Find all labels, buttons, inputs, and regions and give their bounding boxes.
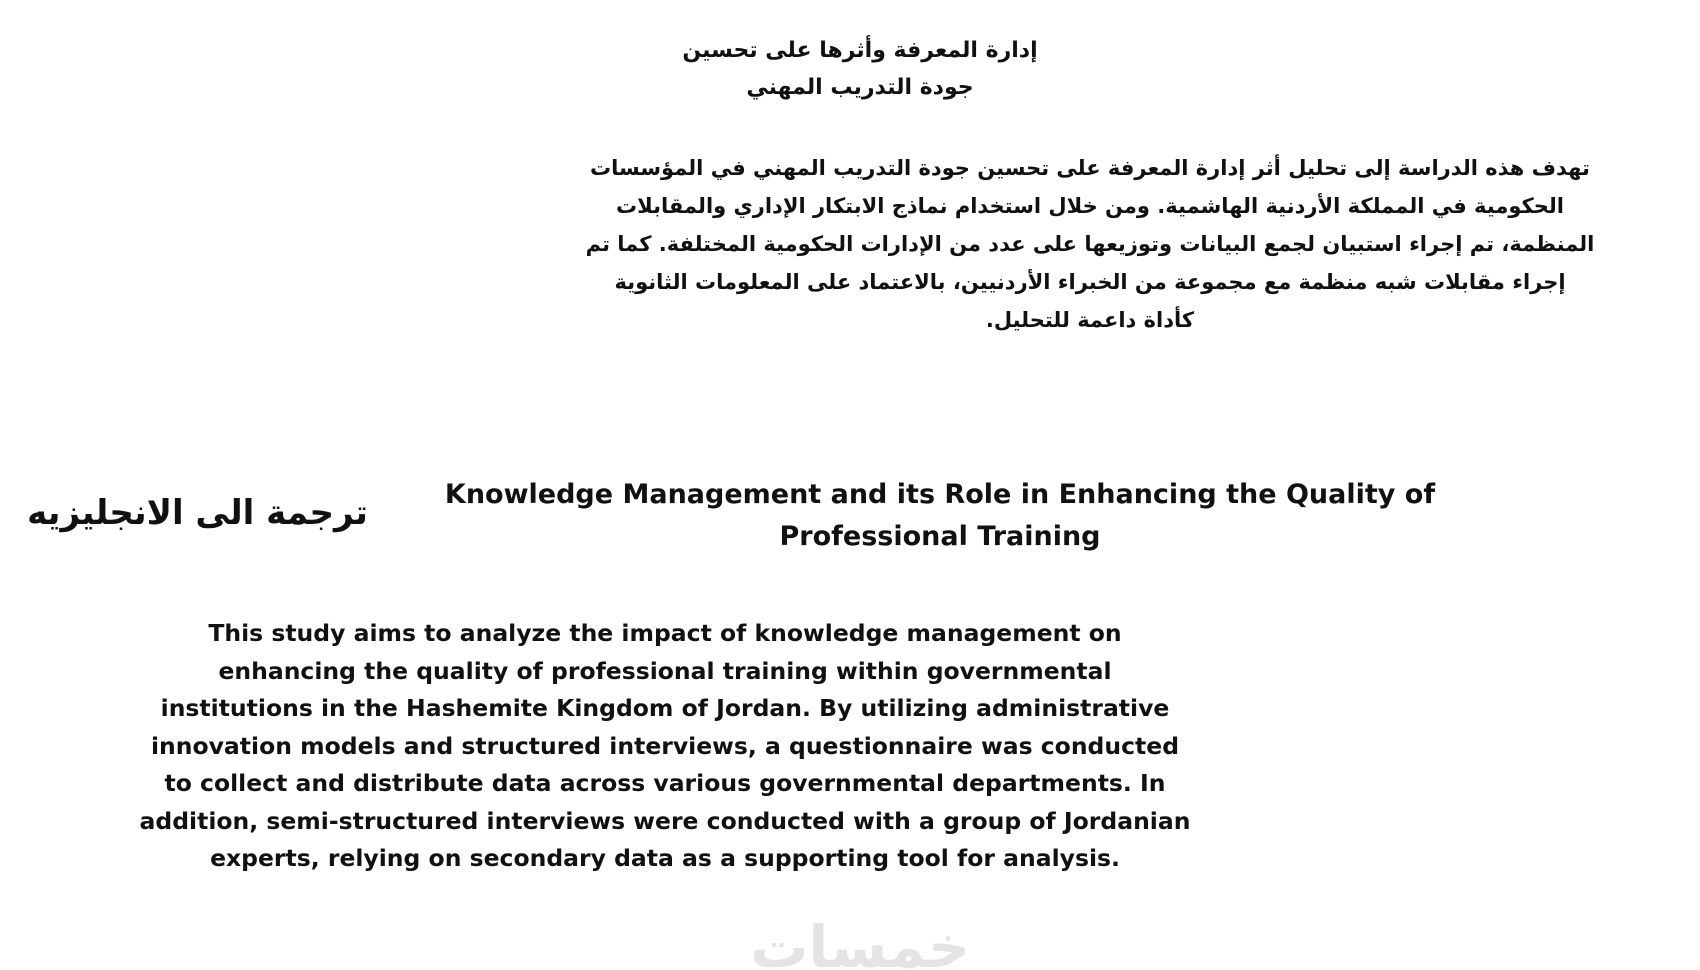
english-title-line: Knowledge Management and its Role in Enhancing the Quality of	[444, 479, 1436, 510]
arabic-abstract-line: الحكومية في المملكة الأردنية الهاشمية. ومن خلال استخدام نماذج الابتكار الإداري والمقابلات	[616, 194, 1564, 218]
english-abstract-line: This study aims to analyze the impact of knowledge management on	[208, 619, 1122, 647]
arabic-title	[560, 32, 1160, 106]
english-abstract-line: addition, semi-structured interviews were conducted with a group of Jordanian	[139, 806, 1191, 835]
arabic-abstract-line: إجراء مقابلات شبه منظمة مع مجموعة من الخبراء الأردنيين، بالاعتماد على المعلومات الثانوية	[614, 270, 1566, 294]
watermark-text: خمسات	[750, 913, 970, 970]
english-abstract-line: institutions in the Hashemite Kingdom of Jordan. By utilizing administrative	[160, 694, 1170, 722]
english-abstract-line: enhancing the quality of professional training within governmental	[218, 656, 1112, 685]
english-title	[400, 474, 1480, 558]
english-abstract-line: to collect and distribute data across various governmental departments. In	[164, 769, 1166, 797]
arabic-abstract-line: المنظمة، تم إجراء استبيان لجمع البيانات وتوزيعها على عدد من الإدارات الحكومية المختلفة. كما تم	[585, 232, 1595, 256]
arabic-title-line: إدارة المعرفة وأثرها على تحسين	[682, 38, 1038, 63]
english-abstract	[100, 615, 1230, 878]
translation-label: ترجمة الى الانجليزيه	[27, 493, 368, 533]
arabic-abstract-line: كأداة داعمة للتحليل.	[985, 308, 1195, 332]
english-abstract-line: experts, relying on secondary data as a supporting tool for analysis.	[210, 844, 1120, 872]
watermark-logo	[740, 912, 980, 970]
english-title-line: Professional Training	[779, 521, 1101, 552]
english-abstract-line: innovation models and structured interviews, a questionnaire was conducted	[150, 731, 1180, 760]
arabic-abstract-line: تهدف هذه الدراسة إلى تحليل أثر إدارة المعرفة على تحسين جودة التدريب المهني في المؤسسات	[590, 156, 1590, 180]
arabic-abstract	[510, 149, 1670, 339]
arabic-title-line: جودة التدريب المهني	[746, 75, 974, 100]
